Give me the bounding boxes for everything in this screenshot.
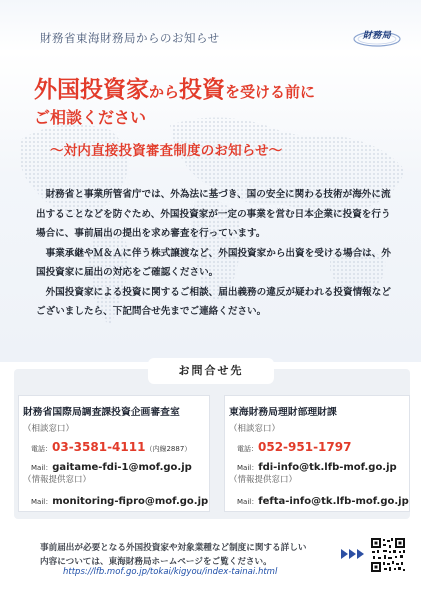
headline-foreign-investor: 外国投資家 xyxy=(34,77,149,103)
body-paragraph-3: 外国投資家による投資に関するご相談、届出義務の違反が疑われる投資情報などございましたら、下記問合せ先までご連絡ください。 xyxy=(36,286,391,317)
contact-org-mof: 財務省国際局調査課投資企画審査室 xyxy=(23,407,180,418)
info-mail-address[interactable]: monitoring-fipro@mof.go.jp xyxy=(52,496,209,507)
headline-line-1 xyxy=(34,76,315,106)
headline-investment: 投資 xyxy=(179,77,226,103)
info-mail-address[interactable]: fefta-info@tk.lfb-mof.go.jp xyxy=(258,496,409,507)
mail-label: Mail： xyxy=(31,464,53,472)
footer-url-link[interactable]: https://lfb.mof.go.jp/tokai/kigyou/index-tainai.html xyxy=(63,567,278,577)
footer-line-2: 内容については、東海財務局ホームページをご覧ください。 xyxy=(40,557,272,567)
info-mail-label: Mail： xyxy=(237,498,259,506)
consult-label: （相談窓口） xyxy=(229,424,281,434)
logo-text: 財務局 xyxy=(362,31,392,41)
info-mail-row xyxy=(237,489,409,508)
footer-text xyxy=(40,541,340,569)
mail-row xyxy=(237,455,397,474)
body-paragraph-1: 財務省と事業所管省庁では、外為法に基づき、国の安全に関わる技術が海外に流出することなどを防ぐため、外国投資家が一定の事業を営む日本企業に投資を行う場合に、事前届出の提出を求め審査を行っています。 xyxy=(36,189,391,239)
phone-number[interactable]: 03-3581-4111 xyxy=(52,440,146,454)
headline-subtitle: ～対内直接投資審査制度のお知らせ～ xyxy=(50,143,283,159)
body-paragraph-2: 事業承継やＭ＆Ａに伴う株式譲渡など、外国投資家から出資を受ける場合は、外国投資家に届出の対応をご確認ください。 xyxy=(36,247,391,278)
phone-row xyxy=(237,436,351,455)
info-label: （情報提供窓口） xyxy=(229,475,298,485)
contact-card-tokai xyxy=(224,395,410,512)
phone-row xyxy=(31,436,191,455)
phone-number[interactable]: 052-951-1797 xyxy=(258,440,352,454)
mail-row xyxy=(31,455,192,474)
info-mail-label: Mail： xyxy=(31,498,53,506)
agency-logo-icon xyxy=(353,26,401,48)
consult-label: （相談窓口） xyxy=(23,424,75,434)
info-mail-row xyxy=(31,489,208,508)
contact-org-tokai: 東海財務局理財部理財課 xyxy=(229,407,337,418)
mail-address[interactable]: gaitame-fdi-1@mof.go.jp xyxy=(52,462,192,473)
body-text xyxy=(36,185,396,322)
info-label: （情報提供窓口） xyxy=(23,475,92,485)
phone-label: 電話： xyxy=(31,445,52,453)
qr-code-icon[interactable] xyxy=(370,537,406,573)
phone-extension: （内線2887） xyxy=(145,445,192,453)
headline-line-2: ご相談ください xyxy=(34,108,147,127)
arrows-icon xyxy=(341,549,365,559)
headline-from: から xyxy=(149,83,180,101)
contact-heading: お問合せ先 xyxy=(148,358,274,384)
mail-label: Mail： xyxy=(237,464,259,472)
contact-card-mof xyxy=(18,395,210,512)
header-bar xyxy=(0,0,421,52)
header-notice: 財務省東海財務局からのお知らせ xyxy=(40,31,220,45)
mail-address[interactable]: fdi-info@tk.lfb-mof.go.jp xyxy=(258,462,397,473)
footer-line-1: 事前届出が必要となる外国投資家や対象業種など制度に関する詳しい xyxy=(40,543,307,553)
headline-before: を受ける前に xyxy=(225,83,316,101)
phone-label: 電話： xyxy=(237,445,258,453)
